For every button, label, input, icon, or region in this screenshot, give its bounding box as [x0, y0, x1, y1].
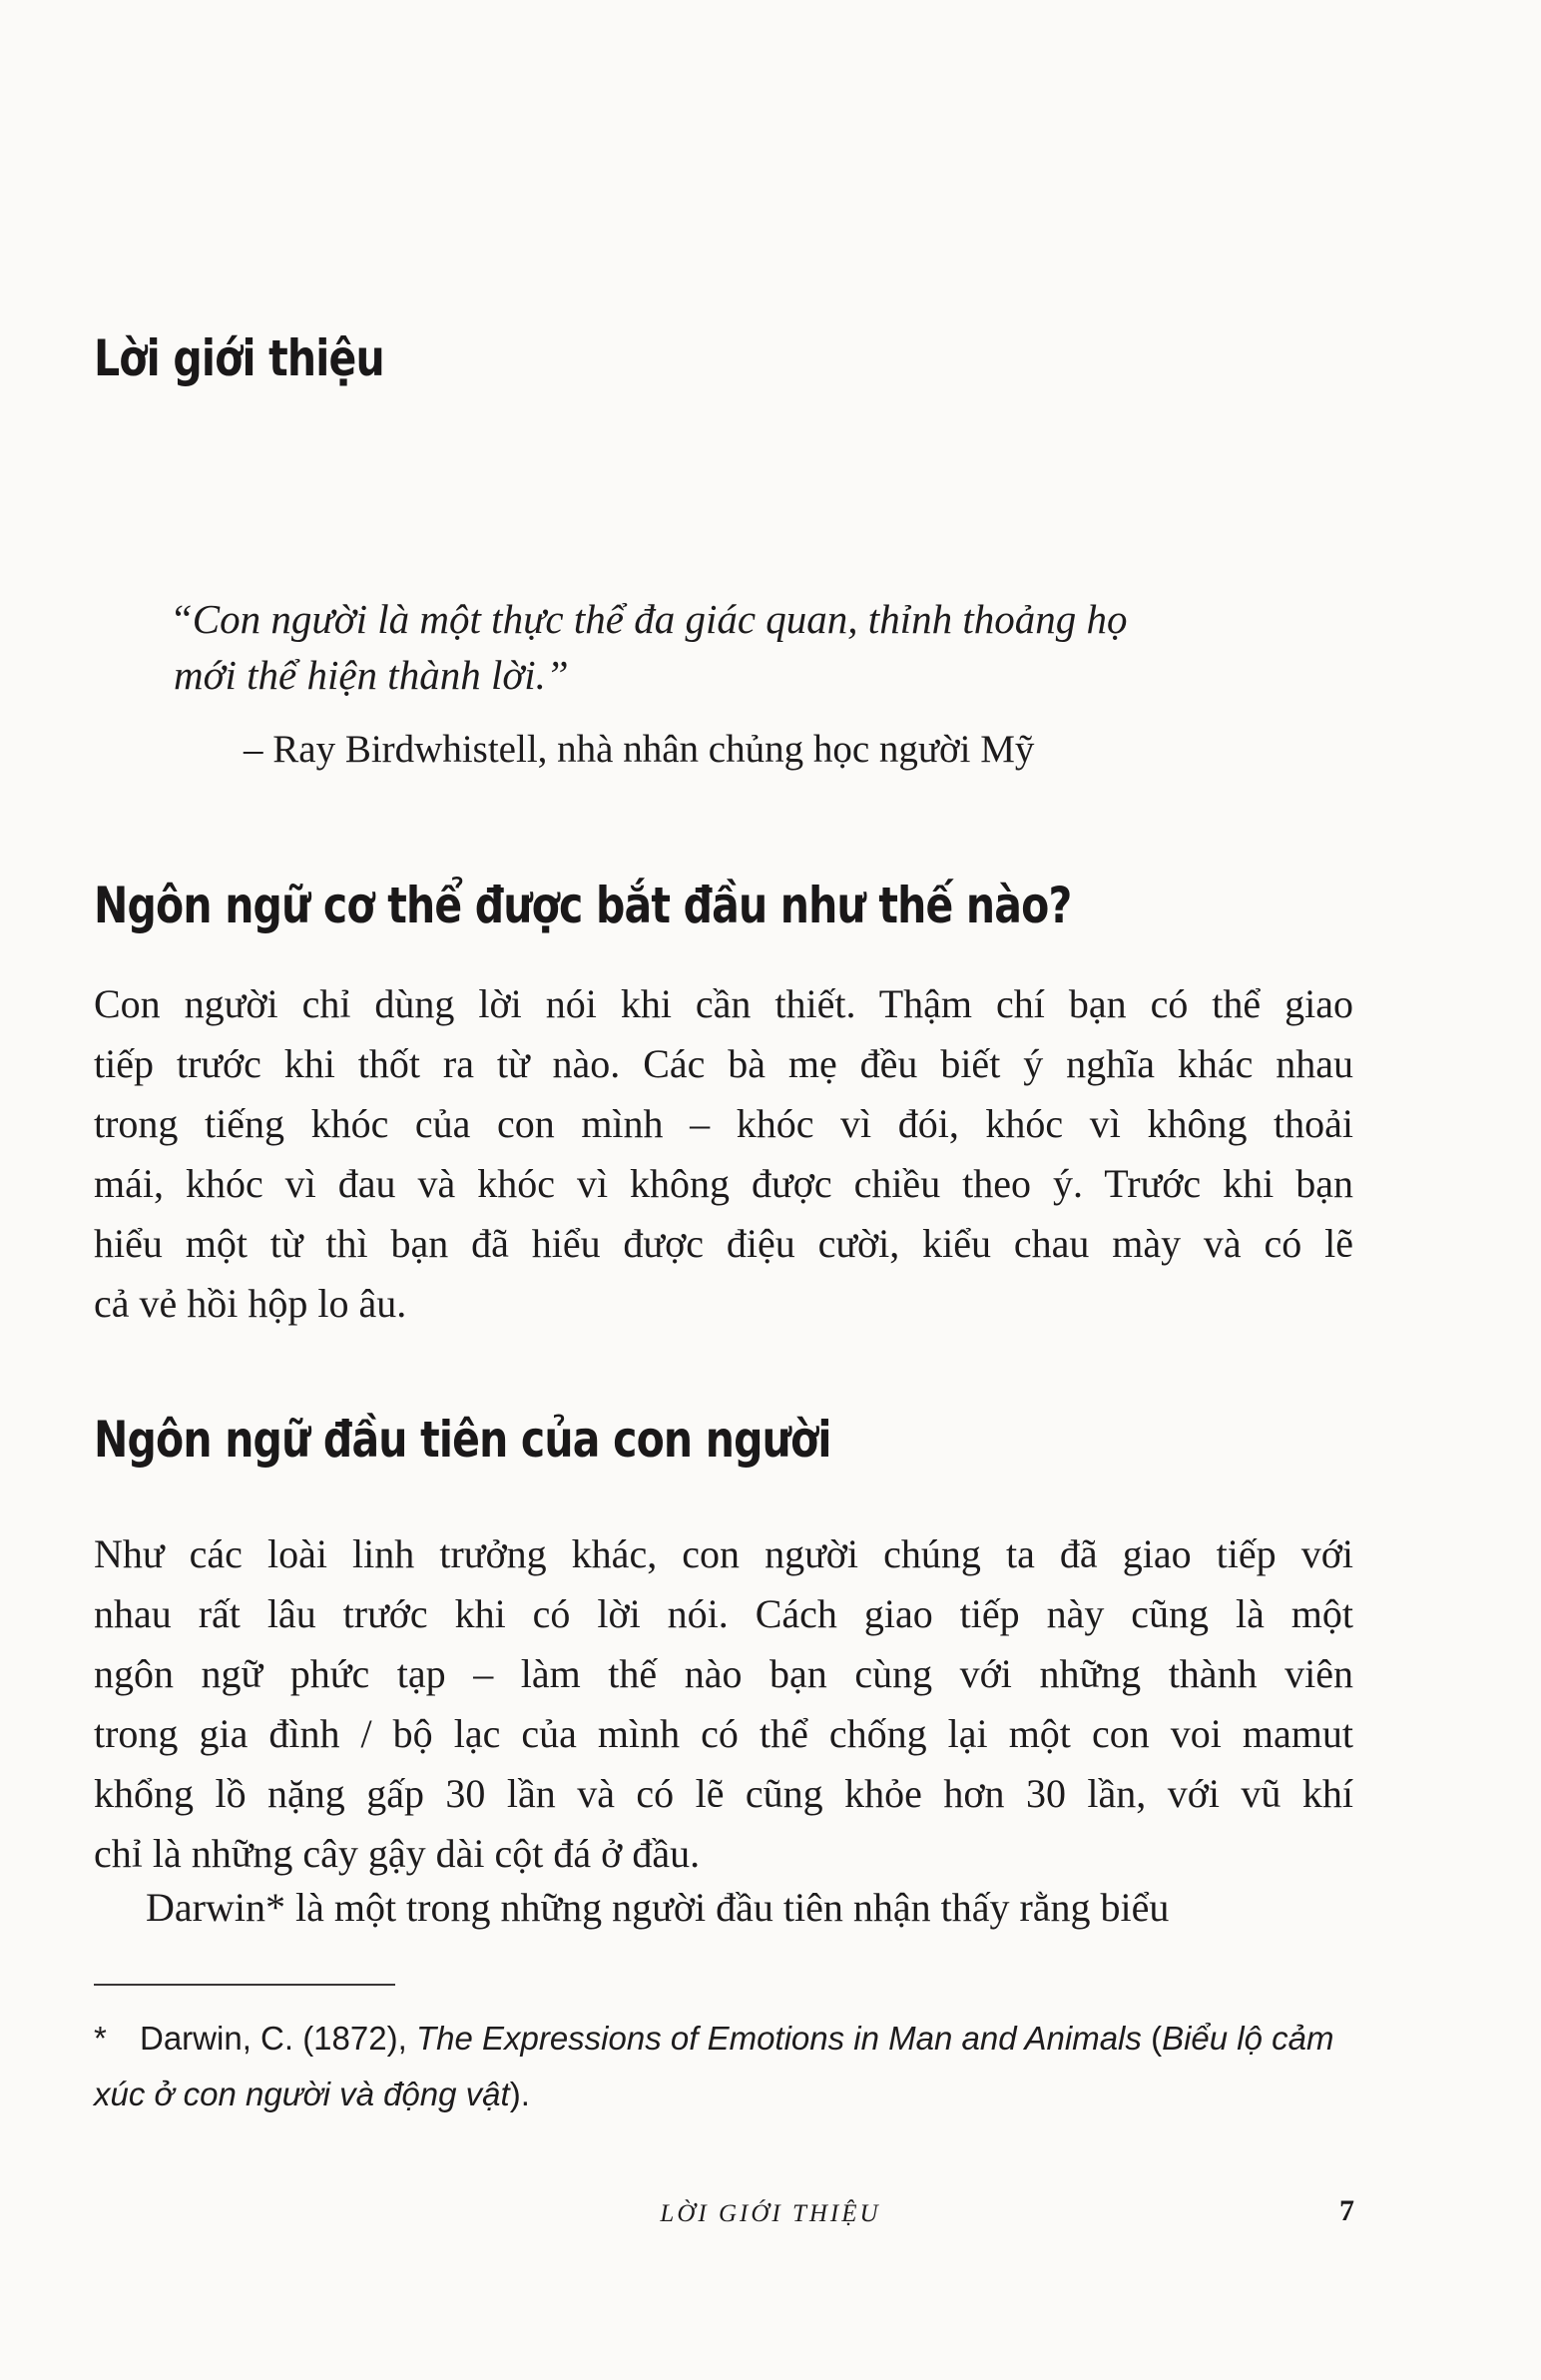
section-heading: Ngôn ngữ cơ thể được bắt đầu như thế nào?: [94, 877, 1072, 934]
footnote-marker: *: [94, 2020, 107, 2057]
section-paragraph: [94, 974, 1353, 1334]
paragraph-line: Như các loài linh trưởng khác, con người chúng ta đã giao tiếp với: [94, 1531, 1353, 1576]
footnote-divider: [94, 1984, 395, 1986]
paragraph-line: khổng lồ nặng gấp 30 lần và có lẽ cũng khỏe hơn 30 lần, với vũ khí: [94, 1771, 1353, 1816]
footnote-open-paren: (: [1151, 2020, 1163, 2057]
paragraph-line: ngôn ngữ phức tạp – làm thế nào bạn cùng với những thành viên: [94, 1651, 1353, 1696]
running-footer: LỜI GIỚI THIỆU: [660, 2200, 881, 2227]
paragraph-line: trong gia đình / bộ lạc của mình có thể chống lại một con voi mamut: [94, 1711, 1353, 1756]
paragraph-line: tiếp trước khi thốt ra từ nào. Các bà mẹ đều biết ý nghĩa khác nhau: [94, 1041, 1353, 1086]
show-through-texture: [70, 150, 1367, 210]
continuation-line: Darwin* là một trong những người đầu tiên nhận thấy rằng biểu: [146, 1885, 1170, 1930]
paragraph-line: cả vẻ hồi hộp lo âu.: [94, 1281, 407, 1326]
epigraph-line-1: “Con người là một thực thể đa giác quan, thỉnh thoảng họ: [170, 596, 1128, 642]
section-paragraph: [94, 1524, 1353, 1884]
chapter-heading: Lời giới thiệu: [94, 329, 384, 387]
epigraph-line-2: mới thể hiện thành lời.”: [174, 652, 569, 698]
section-heading: Ngôn ngữ đầu tiên của con người: [94, 1411, 831, 1469]
paragraph-line: nhau rất lâu trước khi có lời nói. Cách giao tiếp này cũng là một: [94, 1591, 1353, 1636]
epigraph-attribution: – Ray Birdwhistell, nhà nhân chủng học người Mỹ: [244, 728, 1035, 771]
footnote-translation: Biểu lộ cảm xúc ở con người và động vật: [94, 2020, 1334, 2112]
footnote-close: ).: [509, 2076, 530, 2112]
footnote-author: Darwin, C. (1872),: [140, 2020, 407, 2057]
paragraph-line: mái, khóc vì đau và khóc vì không được chiều theo ý. Trước khi bạn: [94, 1161, 1353, 1206]
page-number: 7: [1339, 2194, 1354, 2227]
paragraph-line: hiểu một từ thì bạn đã hiểu được điệu cười, kiểu chau mày và có lẽ: [94, 1221, 1353, 1266]
footnote: [94, 2011, 1361, 2122]
paragraph-line: Con người chỉ dùng lời nói khi cần thiết. Thậm chí bạn có thể giao: [94, 981, 1353, 1026]
epigraph-quote: [170, 591, 1367, 703]
footnote-title: The Expressions of Emotions in Man and Animals: [415, 2020, 1142, 2057]
paragraph-line: chỉ là những cây gậy dài cột đá ở đầu.: [94, 1831, 701, 1876]
paragraph-line: trong tiếng khóc của con mình – khóc vì đói, khóc vì không thoải: [94, 1101, 1353, 1146]
